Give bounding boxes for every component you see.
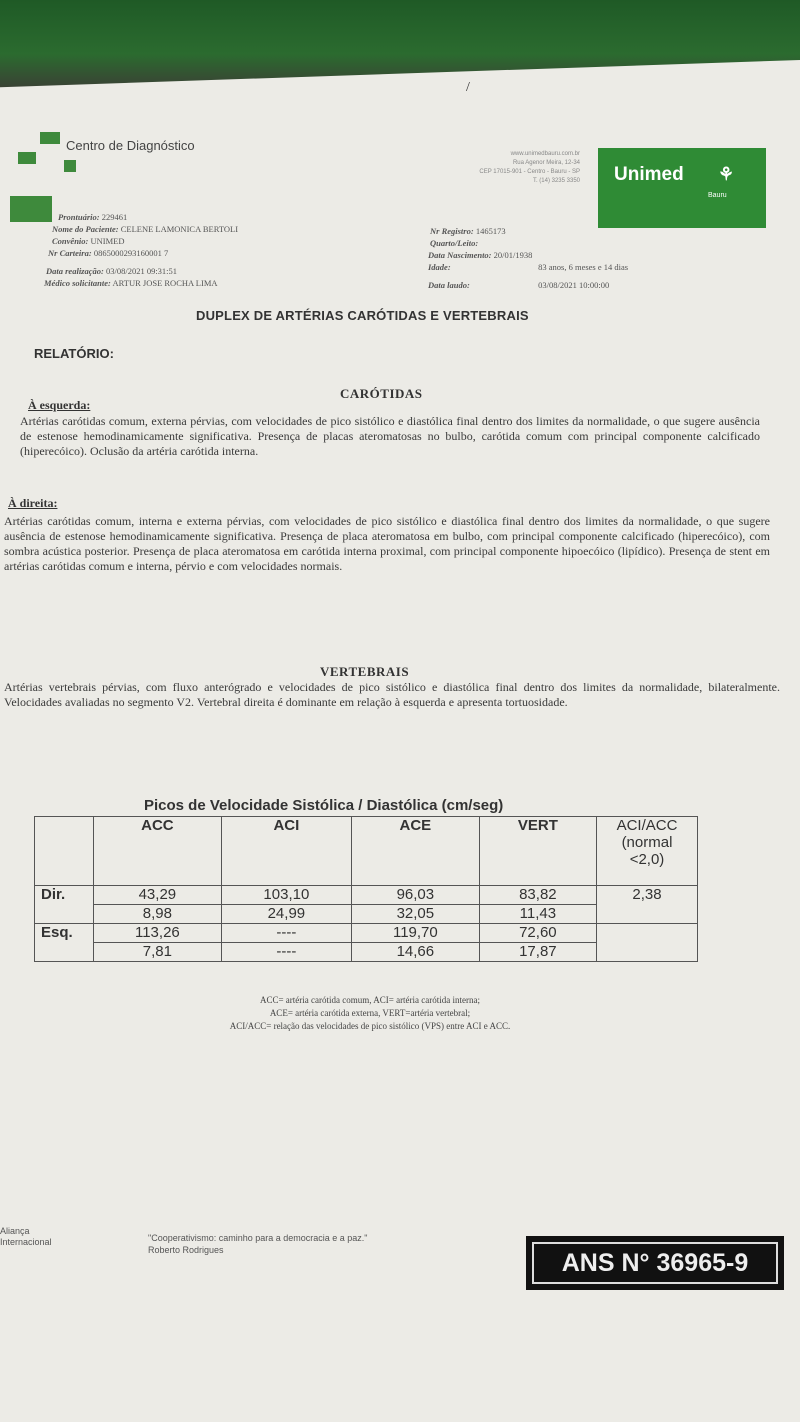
convenio bbox=[52, 236, 125, 246]
address-line: T. (14) 3235 3350 bbox=[532, 178, 580, 184]
table-header: ACI bbox=[221, 817, 351, 886]
logo-square bbox=[40, 132, 60, 144]
table-cell: 72,60 bbox=[479, 924, 596, 943]
meta-label: Data Nascimento: bbox=[428, 250, 492, 260]
meta-label: Quarto/Leito: bbox=[430, 238, 479, 248]
meta-value: ARTUR JOSE ROCHA LIMA bbox=[112, 278, 218, 288]
table-cell: ---- bbox=[221, 943, 351, 962]
table-corner bbox=[35, 817, 94, 886]
vertebrais-heading: VERTEBRAIS bbox=[320, 664, 410, 679]
unimed-logo bbox=[598, 148, 766, 228]
table-cell: 103,10 bbox=[221, 886, 351, 905]
logo-square bbox=[64, 160, 76, 172]
table-cell: 96,03 bbox=[351, 886, 479, 905]
meta-label: Nr Registro: bbox=[430, 226, 474, 236]
ans-badge bbox=[526, 1236, 784, 1290]
prontuario bbox=[58, 212, 127, 222]
carteira bbox=[48, 248, 168, 258]
table-cell: 83,82 bbox=[479, 886, 596, 905]
left-side-label: À esquerda: bbox=[28, 398, 91, 412]
table-cell: 11,43 bbox=[479, 905, 596, 924]
alliance-line: Aliança bbox=[0, 1226, 30, 1236]
address-line: CEP 17015-901 - Centro - Bauru - SP bbox=[479, 169, 580, 175]
right-side-label: À direita: bbox=[8, 496, 58, 510]
nr-registro bbox=[430, 226, 506, 236]
meta-value: 1465173 bbox=[475, 226, 506, 236]
table-header: ACE bbox=[351, 817, 479, 886]
quote-text: "Cooperativismo: caminho para a democracia e a paz." bbox=[148, 1233, 368, 1243]
meta-label: Data laudo: bbox=[428, 280, 470, 290]
carotidas-heading: CARÓTIDAS bbox=[340, 386, 423, 401]
meta-label: Idade: bbox=[428, 262, 451, 272]
table-cell: 17,87 bbox=[479, 943, 596, 962]
document-page bbox=[0, 60, 800, 1422]
table-row bbox=[35, 924, 698, 943]
logo-square bbox=[18, 152, 36, 164]
meta-value: 03/08/2021 09:31:51 bbox=[105, 266, 178, 276]
ans-number: ANS N° 36965-9 bbox=[532, 1242, 778, 1284]
meta-label: Médico solicitante: bbox=[44, 278, 111, 288]
left-side-text: Artérias carótidas comum, externa pérvias, com velocidades de pico sistólico e diastólica final dentro dos limites da normalidade, o que sugere ausência de estenose hemodinamicamente significativa. Presença de placas ateromatosas no bulbo, carótida comum com principal componente calcificado (hiperecóico). Oclusão da artéria carótida interna. bbox=[20, 414, 760, 458]
right-side-text: Artérias carótidas comum, interna e externa pérvias, com velocidades de pico sistólico e diastólica final dentro dos limites da normalidade, o que sugere ausência de estenose hemodinamicamente significativa. Presença de placa ateromatosa em bulbo, com principal componente calcificado (hiperecóico), com sombra acústica posterior. Presença de placa ateromatosa em carótida interna proximal, com principal componente hipoecóico (lipídico). Presença de stent em artérias carótidas comum e interna, pérvio e com velocidades normais. bbox=[4, 514, 770, 573]
table-header: ACC bbox=[94, 817, 222, 886]
table-header: VERT bbox=[479, 817, 596, 886]
pen-mark: / bbox=[466, 80, 470, 95]
table-header: ACI/ACC (normal <2,0) bbox=[597, 817, 698, 886]
address-line: Rua Agenor Meira, 12-34 bbox=[512, 160, 580, 166]
logo-square bbox=[10, 196, 52, 222]
table-note: ACI/ACC= relação das velocidades de pico sistólico (VPS) entre ACI e ACC. bbox=[229, 1021, 511, 1031]
data-realizacao bbox=[46, 266, 177, 276]
meta-value: 83 anos, 6 meses e 14 dias bbox=[538, 262, 629, 272]
brand-name: Unimed bbox=[614, 164, 684, 185]
data-nascimento bbox=[428, 250, 532, 260]
medico-solicitante bbox=[44, 278, 218, 288]
table-cell: 24,99 bbox=[221, 905, 351, 924]
footer-quote bbox=[148, 1232, 368, 1256]
meta-value: 229461 bbox=[101, 212, 128, 222]
table-row bbox=[35, 886, 698, 905]
quote-author: Roberto Rodrigues bbox=[148, 1245, 224, 1255]
brand-city: Bauru bbox=[708, 192, 727, 199]
table-cell: 14,66 bbox=[351, 943, 479, 962]
center-name: Centro de Diagnóstico bbox=[66, 138, 195, 153]
empty-cell bbox=[597, 924, 698, 962]
meta-value: 0865000293160001 7 bbox=[93, 248, 169, 258]
table-notes bbox=[140, 994, 600, 1033]
quarto-leito bbox=[430, 238, 478, 248]
meta-value: UNIMED bbox=[90, 236, 125, 246]
table-cell: 43,29 bbox=[94, 886, 222, 905]
table-cell: 113,26 bbox=[94, 924, 222, 943]
table-note: ACC= artéria carótida comum, ACI= artéria carótida interna; bbox=[259, 995, 481, 1005]
report-title: DUPLEX DE ARTÉRIAS CARÓTIDAS E VERTEBRAIS bbox=[196, 308, 529, 323]
vertebrais-text: Artérias vertebrais pérvias, com fluxo anterógrado e velocidades de pico sistólico e diastólica final dentro dos limites da normalidade, bilateralmente. Velocidades avaliadas no segmento V2. Vertebral direita é dominante em relação à esquerda e apresenta tortuosidade. bbox=[4, 680, 780, 709]
meta-value: CELENE LAMONICA BERTOLI bbox=[120, 224, 239, 234]
table-title: Picos de Velocidade Sistólica / Diastólica (cm/seg) bbox=[144, 797, 504, 814]
patient-name bbox=[52, 224, 238, 234]
meta-label: Nome do Paciente: bbox=[52, 224, 119, 234]
table-cell: ---- bbox=[221, 924, 351, 943]
meta-value: 20/01/1938 bbox=[493, 250, 533, 260]
meta-label: Prontuário: bbox=[58, 212, 100, 222]
table-note: ACE= artéria carótida externa, VERT=artéria vertebral; bbox=[269, 1008, 471, 1018]
meta-label: Convênio: bbox=[52, 236, 89, 246]
table-cell: 7,81 bbox=[94, 943, 222, 962]
meta-label: Nr Carteira: bbox=[48, 248, 92, 258]
row-label: Dir. bbox=[35, 886, 94, 924]
address-line: www.unimedbauru.com.br bbox=[510, 151, 580, 157]
velocity-table bbox=[34, 816, 698, 962]
alliance-line: Internacional bbox=[0, 1237, 52, 1247]
table-cell: 119,70 bbox=[351, 924, 479, 943]
brand-symbol-icon: ⚘ bbox=[718, 164, 735, 184]
table-header-row bbox=[35, 817, 698, 886]
meta-value: 03/08/2021 10:00:00 bbox=[538, 280, 610, 290]
idade bbox=[428, 262, 628, 272]
alliance-logo bbox=[0, 1226, 52, 1248]
row-label: Esq. bbox=[35, 924, 94, 962]
address-block bbox=[400, 150, 580, 186]
data-laudo bbox=[428, 280, 609, 290]
meta-label: Data realização: bbox=[46, 266, 104, 276]
table-cell: 8,98 bbox=[94, 905, 222, 924]
ratio-cell: 2,38 bbox=[597, 886, 698, 924]
relatorio-label: RELATÓRIO: bbox=[34, 346, 114, 361]
table-cell: 32,05 bbox=[351, 905, 479, 924]
